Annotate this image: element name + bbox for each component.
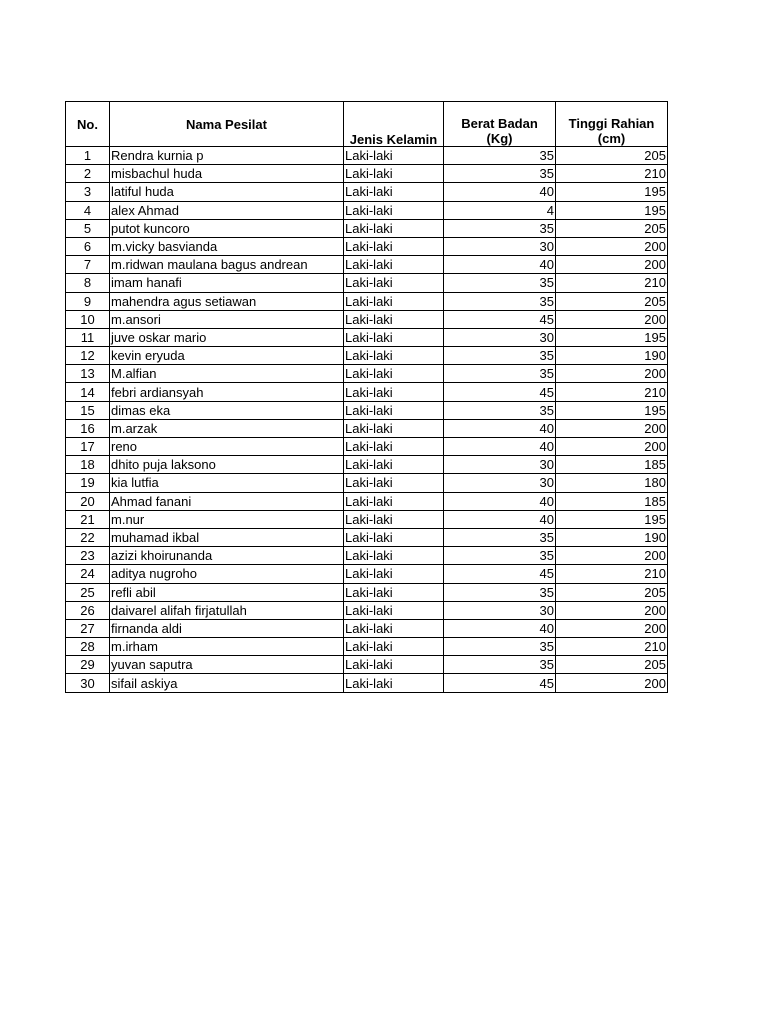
cell-nama-pesilat: imam hanafi <box>110 274 344 292</box>
cell-nama-pesilat: m.ansori <box>110 310 344 328</box>
cell-tinggi-rahian: 210 <box>556 165 668 183</box>
cell-tinggi-rahian: 200 <box>556 365 668 383</box>
header-nama-pesilat: Nama Pesilat <box>110 102 344 147</box>
cell-no: 2 <box>66 165 110 183</box>
cell-nama-pesilat: m.nur <box>110 510 344 528</box>
cell-nama-pesilat: misbachul huda <box>110 165 344 183</box>
cell-no: 29 <box>66 656 110 674</box>
cell-jenis-kelamin: Laki-laki <box>344 183 444 201</box>
cell-berat-badan: 30 <box>444 328 556 346</box>
cell-jenis-kelamin: Laki-laki <box>344 419 444 437</box>
cell-no: 24 <box>66 565 110 583</box>
cell-tinggi-rahian: 200 <box>556 256 668 274</box>
header-no: No. <box>66 102 110 147</box>
cell-jenis-kelamin: Laki-laki <box>344 365 444 383</box>
cell-tinggi-rahian: 195 <box>556 510 668 528</box>
cell-nama-pesilat: muhamad ikbal <box>110 528 344 546</box>
cell-nama-pesilat: aditya nugroho <box>110 565 344 583</box>
cell-nama-pesilat: sifail askiya <box>110 674 344 692</box>
cell-no: 9 <box>66 292 110 310</box>
cell-nama-pesilat: dimas eka <box>110 401 344 419</box>
table-row <box>66 474 668 492</box>
cell-tinggi-rahian: 190 <box>556 347 668 365</box>
cell-no: 1 <box>66 147 110 165</box>
cell-berat-badan: 35 <box>444 638 556 656</box>
cell-tinggi-rahian: 195 <box>556 401 668 419</box>
cell-nama-pesilat: Ahmad fanani <box>110 492 344 510</box>
cell-jenis-kelamin: Laki-laki <box>344 219 444 237</box>
cell-tinggi-rahian: 200 <box>556 674 668 692</box>
cell-tinggi-rahian: 180 <box>556 474 668 492</box>
table-row <box>66 438 668 456</box>
cell-no: 3 <box>66 183 110 201</box>
cell-berat-badan: 35 <box>444 547 556 565</box>
table-row <box>66 147 668 165</box>
cell-jenis-kelamin: Laki-laki <box>344 619 444 637</box>
cell-no: 4 <box>66 201 110 219</box>
cell-berat-badan: 40 <box>444 492 556 510</box>
cell-jenis-kelamin: Laki-laki <box>344 528 444 546</box>
cell-jenis-kelamin: Laki-laki <box>344 601 444 619</box>
cell-berat-badan: 40 <box>444 619 556 637</box>
cell-nama-pesilat: latiful huda <box>110 183 344 201</box>
cell-no: 6 <box>66 237 110 255</box>
header-tinggi-rahian-line2: (cm) <box>597 131 626 146</box>
cell-jenis-kelamin: Laki-laki <box>344 274 444 292</box>
cell-tinggi-rahian: 185 <box>556 492 668 510</box>
cell-tinggi-rahian: 205 <box>556 583 668 601</box>
table-row <box>66 510 668 528</box>
cell-tinggi-rahian: 205 <box>556 656 668 674</box>
cell-nama-pesilat: refli abil <box>110 583 344 601</box>
cell-nama-pesilat: putot kuncoro <box>110 219 344 237</box>
cell-no: 23 <box>66 547 110 565</box>
cell-nama-pesilat: reno <box>110 438 344 456</box>
cell-berat-badan: 35 <box>444 656 556 674</box>
table-body <box>66 147 668 693</box>
cell-jenis-kelamin: Laki-laki <box>344 674 444 692</box>
cell-berat-badan: 40 <box>444 419 556 437</box>
cell-nama-pesilat: dhito puja laksono <box>110 456 344 474</box>
cell-tinggi-rahian: 195 <box>556 183 668 201</box>
cell-jenis-kelamin: Laki-laki <box>344 583 444 601</box>
cell-berat-badan: 35 <box>444 401 556 419</box>
table-row <box>66 565 668 583</box>
cell-jenis-kelamin: Laki-laki <box>344 456 444 474</box>
table-row <box>66 256 668 274</box>
cell-no: 19 <box>66 474 110 492</box>
cell-no: 26 <box>66 601 110 619</box>
cell-jenis-kelamin: Laki-laki <box>344 310 444 328</box>
cell-nama-pesilat: m.vicky basvianda <box>110 237 344 255</box>
table-row <box>66 528 668 546</box>
cell-jenis-kelamin: Laki-laki <box>344 256 444 274</box>
cell-no: 20 <box>66 492 110 510</box>
table-row <box>66 656 668 674</box>
cell-tinggi-rahian: 195 <box>556 201 668 219</box>
table-row <box>66 583 668 601</box>
table-row <box>66 165 668 183</box>
table-row <box>66 292 668 310</box>
table-row <box>66 383 668 401</box>
cell-nama-pesilat: M.alfian <box>110 365 344 383</box>
cell-jenis-kelamin: Laki-laki <box>344 492 444 510</box>
cell-berat-badan: 30 <box>444 237 556 255</box>
table-row <box>66 237 668 255</box>
cell-berat-badan: 4 <box>444 201 556 219</box>
cell-berat-badan: 40 <box>444 510 556 528</box>
pesilat-table <box>65 101 668 693</box>
cell-no: 10 <box>66 310 110 328</box>
table-row <box>66 547 668 565</box>
cell-nama-pesilat: Rendra kurnia p <box>110 147 344 165</box>
cell-berat-badan: 40 <box>444 256 556 274</box>
cell-nama-pesilat: azizi khoirunanda <box>110 547 344 565</box>
table-row <box>66 365 668 383</box>
cell-no: 17 <box>66 438 110 456</box>
cell-jenis-kelamin: Laki-laki <box>344 201 444 219</box>
cell-no: 28 <box>66 638 110 656</box>
cell-no: 18 <box>66 456 110 474</box>
cell-tinggi-rahian: 210 <box>556 638 668 656</box>
cell-no: 16 <box>66 419 110 437</box>
cell-berat-badan: 35 <box>444 347 556 365</box>
cell-jenis-kelamin: Laki-laki <box>344 165 444 183</box>
header-berat-badan-line2: (Kg) <box>486 131 513 146</box>
header-jenis-kelamin: Jenis Kelamin <box>344 102 444 147</box>
cell-berat-badan: 35 <box>444 274 556 292</box>
cell-jenis-kelamin: Laki-laki <box>344 383 444 401</box>
cell-berat-badan: 35 <box>444 292 556 310</box>
cell-tinggi-rahian: 190 <box>556 528 668 546</box>
cell-no: 13 <box>66 365 110 383</box>
table-row <box>66 638 668 656</box>
cell-berat-badan: 35 <box>444 528 556 546</box>
cell-jenis-kelamin: Laki-laki <box>344 656 444 674</box>
cell-berat-badan: 30 <box>444 456 556 474</box>
cell-tinggi-rahian: 185 <box>556 456 668 474</box>
table-row <box>66 328 668 346</box>
header-row <box>66 102 668 147</box>
cell-no: 25 <box>66 583 110 601</box>
table-row <box>66 456 668 474</box>
table-row <box>66 347 668 365</box>
cell-berat-badan: 45 <box>444 674 556 692</box>
cell-nama-pesilat: febri ardiansyah <box>110 383 344 401</box>
table-row <box>66 601 668 619</box>
cell-nama-pesilat: m.arzak <box>110 419 344 437</box>
cell-jenis-kelamin: Laki-laki <box>344 401 444 419</box>
cell-no: 5 <box>66 219 110 237</box>
cell-no: 7 <box>66 256 110 274</box>
cell-tinggi-rahian: 205 <box>556 292 668 310</box>
header-tinggi-rahian-line1: Tinggi Rahian <box>568 116 655 131</box>
table-row <box>66 201 668 219</box>
cell-berat-badan: 35 <box>444 583 556 601</box>
cell-nama-pesilat: mahendra agus setiawan <box>110 292 344 310</box>
cell-tinggi-rahian: 200 <box>556 619 668 637</box>
cell-tinggi-rahian: 200 <box>556 601 668 619</box>
table-row <box>66 274 668 292</box>
table-row <box>66 419 668 437</box>
cell-berat-badan: 30 <box>444 474 556 492</box>
cell-jenis-kelamin: Laki-laki <box>344 638 444 656</box>
cell-nama-pesilat: firnanda aldi <box>110 619 344 637</box>
cell-tinggi-rahian: 210 <box>556 383 668 401</box>
cell-nama-pesilat: alex Ahmad <box>110 201 344 219</box>
cell-jenis-kelamin: Laki-laki <box>344 547 444 565</box>
cell-nama-pesilat: m.ridwan maulana bagus andrean <box>110 256 344 274</box>
cell-jenis-kelamin: Laki-laki <box>344 328 444 346</box>
cell-berat-badan: 40 <box>444 183 556 201</box>
cell-no: 12 <box>66 347 110 365</box>
cell-nama-pesilat: daivarel alifah firjatullah <box>110 601 344 619</box>
cell-jenis-kelamin: Laki-laki <box>344 510 444 528</box>
cell-nama-pesilat: yuvan saputra <box>110 656 344 674</box>
table-row <box>66 492 668 510</box>
cell-jenis-kelamin: Laki-laki <box>344 565 444 583</box>
header-berat-badan <box>444 102 556 147</box>
cell-berat-badan: 45 <box>444 310 556 328</box>
header-tinggi-rahian <box>556 102 668 147</box>
cell-nama-pesilat: kia lutfia <box>110 474 344 492</box>
cell-nama-pesilat: kevin eryuda <box>110 347 344 365</box>
cell-berat-badan: 35 <box>444 219 556 237</box>
table-header <box>66 102 668 147</box>
cell-jenis-kelamin: Laki-laki <box>344 292 444 310</box>
cell-jenis-kelamin: Laki-laki <box>344 147 444 165</box>
cell-no: 11 <box>66 328 110 346</box>
table-row <box>66 401 668 419</box>
cell-berat-badan: 30 <box>444 601 556 619</box>
table-row <box>66 619 668 637</box>
cell-no: 14 <box>66 383 110 401</box>
header-berat-badan-line1: Berat Badan <box>461 116 538 131</box>
cell-nama-pesilat: juve oskar mario <box>110 328 344 346</box>
cell-no: 8 <box>66 274 110 292</box>
cell-tinggi-rahian: 205 <box>556 219 668 237</box>
cell-no: 27 <box>66 619 110 637</box>
cell-tinggi-rahian: 210 <box>556 274 668 292</box>
cell-tinggi-rahian: 200 <box>556 419 668 437</box>
cell-tinggi-rahian: 200 <box>556 438 668 456</box>
cell-jenis-kelamin: Laki-laki <box>344 474 444 492</box>
cell-tinggi-rahian: 200 <box>556 237 668 255</box>
cell-berat-badan: 35 <box>444 365 556 383</box>
cell-no: 30 <box>66 674 110 692</box>
cell-tinggi-rahian: 195 <box>556 328 668 346</box>
cell-berat-badan: 45 <box>444 565 556 583</box>
table-row <box>66 310 668 328</box>
cell-tinggi-rahian: 210 <box>556 565 668 583</box>
cell-berat-badan: 45 <box>444 383 556 401</box>
table-row <box>66 183 668 201</box>
cell-no: 21 <box>66 510 110 528</box>
cell-tinggi-rahian: 200 <box>556 310 668 328</box>
cell-nama-pesilat: m.irham <box>110 638 344 656</box>
cell-tinggi-rahian: 200 <box>556 547 668 565</box>
cell-berat-badan: 35 <box>444 165 556 183</box>
cell-tinggi-rahian: 205 <box>556 147 668 165</box>
cell-jenis-kelamin: Laki-laki <box>344 347 444 365</box>
cell-no: 22 <box>66 528 110 546</box>
table-row <box>66 219 668 237</box>
cell-berat-badan: 40 <box>444 438 556 456</box>
cell-jenis-kelamin: Laki-laki <box>344 438 444 456</box>
table-row <box>66 674 668 692</box>
cell-no: 15 <box>66 401 110 419</box>
cell-jenis-kelamin: Laki-laki <box>344 237 444 255</box>
cell-berat-badan: 35 <box>444 147 556 165</box>
